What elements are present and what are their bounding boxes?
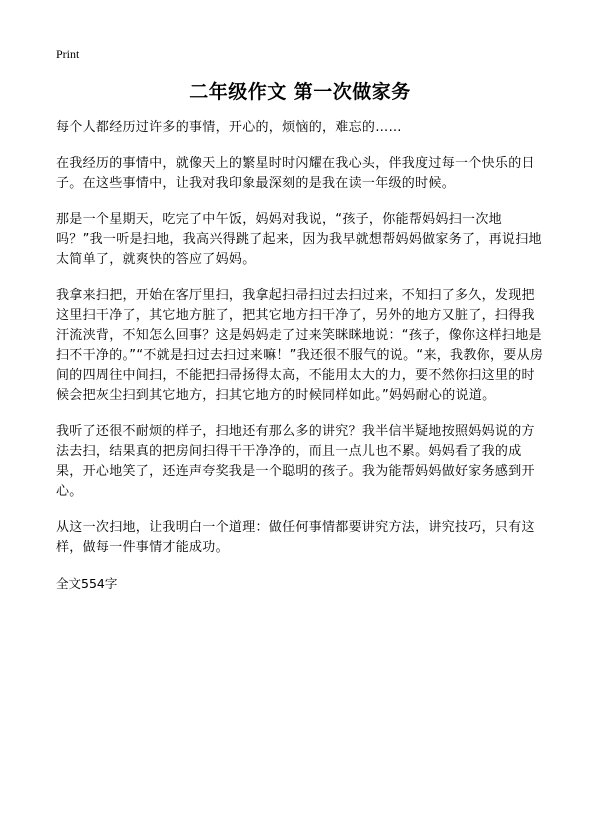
paragraph-intro: 每个人都经历过许多的事情，开心的，烦恼的，难忘的……	[56, 120, 402, 135]
paragraph-sunday: 那是一个星期天，吃完了中午饭，妈妈对我说，“孩子，你能帮妈妈扫一次地吗？”我一听是扫地，我高兴得跳了起来，因为我早就想帮妈妈做家务了，再说扫地太简单了，就爽快的答应了妈妈。	[56, 212, 542, 267]
article-title: 二年级作文 第一次做家务	[189, 81, 411, 103]
paragraph-sweeping: 我拿来扫把，开始在客厅里扫，我拿起扫帚扫过去扫过来，不知扫了多久，发现把这里扫干净了，其它地方脏了，把其它地方扫干净了，另外的地方又脏了，扫得我汗流浃背，不知怎么回事？这是妈妈走了过来笑眯眯地说：“孩子，像你这样扫地是扫不干净的。”“不就是扫过去扫过来嘛！”我还很不服气的说。“来，我教你，要从房间的四周往中间扫，不能把扫帚扬得太高，不能用太大的力，要不然你扫这里的时候会把灰尘扫到其它地方，扫其它地方的时候同样如此。”妈妈耐心的说道。	[56, 288, 544, 403]
paragraph-memory: 在我经历的事情中，就像天上的繁星时时闪耀在我心头，伴我度过每一个快乐的日子。在这些事情中，让我对我印象最深刻的是我在读一年级的时候。	[56, 156, 535, 191]
article-body	[56, 118, 548, 594]
paragraph-result: 我听了还很不耐烦的样子，扫地还有那么多的讲究？我半信半疑地按照妈妈说的方法去扫，结果真的把房间扫得干干净净的，而且一点儿也不累。妈妈看了我的成果，开心地笑了，还连声夸奖我是一个聪明的孩子。我为能帮妈妈做好家务感到开心。	[56, 424, 535, 499]
print-link[interactable]: Print	[56, 47, 80, 61]
paragraph-lesson: 从这一次扫地，让我明白一个道理：做任何事情都要讲究方法，讲究技巧，只有这样，做每一件事情才能成功。	[56, 520, 535, 555]
word-count: 全文554字	[56, 576, 118, 591]
